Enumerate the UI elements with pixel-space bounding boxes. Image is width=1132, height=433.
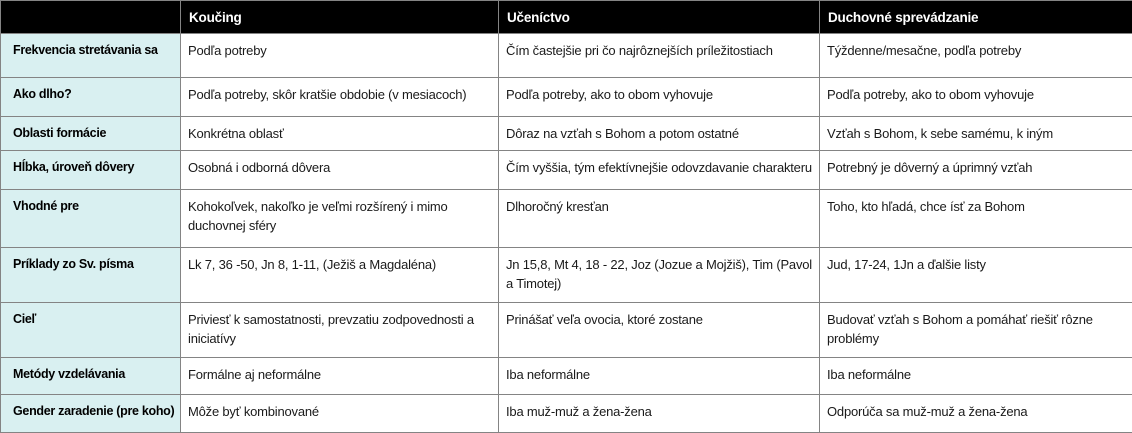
table-cell: Týždenne/mesačne, podľa potreby bbox=[820, 34, 1132, 78]
table-row bbox=[1, 151, 1132, 190]
table-row bbox=[1, 358, 1132, 395]
table-cell: Iba muž-muž a žena-žena bbox=[499, 395, 820, 433]
column-header-ucenictvo: Učeníctvo bbox=[499, 1, 820, 34]
table-cell: Môže byť kombinované bbox=[181, 395, 499, 433]
table-row bbox=[1, 190, 1132, 248]
column-header-koucing: Koučing bbox=[181, 1, 499, 34]
table-cell: Toho, kto hľadá, chce ísť za Bohom bbox=[820, 190, 1132, 248]
table-cell: Čím častejšie pri čo najrôznejších príležitostiach bbox=[499, 34, 820, 78]
table-body bbox=[1, 34, 1132, 433]
table-cell: Dôraz na vzťah s Bohom a potom ostatné bbox=[499, 117, 820, 151]
table-cell: Vzťah s Bohom, k sebe samému, k iným bbox=[820, 117, 1132, 151]
table-cell: Potrebný je dôverný a úprimný vzťah bbox=[820, 151, 1132, 190]
row-label: Gender zaradenie (pre koho) bbox=[1, 395, 181, 433]
row-label: Príklady zo Sv. písma bbox=[1, 248, 181, 303]
table-cell: Kohokoľvek, nakoľko je veľmi rozšírený i mimo duchovnej sféry bbox=[181, 190, 499, 248]
table-row bbox=[1, 303, 1132, 358]
row-label: Cieľ bbox=[1, 303, 181, 358]
column-header-empty bbox=[1, 1, 181, 34]
table-cell: Dlhoročný kresťan bbox=[499, 190, 820, 248]
row-label: Oblasti formácie bbox=[1, 117, 181, 151]
table-cell: Iba neformálne bbox=[820, 358, 1132, 395]
table-cell: Jn 15,8, Mt 4, 18 - 22, Joz (Jozue a Mojžiš), Tim (Pavol a Timotej) bbox=[499, 248, 820, 303]
table-cell: Podľa potreby bbox=[181, 34, 499, 78]
table-cell: Podľa potreby, skôr kratšie obdobie (v mesiacoch) bbox=[181, 78, 499, 117]
header-row bbox=[1, 1, 1132, 34]
table-row bbox=[1, 117, 1132, 151]
table-cell: Formálne aj neformálne bbox=[181, 358, 499, 395]
table-header bbox=[1, 1, 1132, 34]
table-cell: Prinášať veľa ovocia, ktoré zostane bbox=[499, 303, 820, 358]
table-cell: Iba neformálne bbox=[499, 358, 820, 395]
table-cell: Podľa potreby, ako to obom vyhovuje bbox=[499, 78, 820, 117]
row-label: Vhodné pre bbox=[1, 190, 181, 248]
row-label: Frekvencia stretávania sa bbox=[1, 34, 181, 78]
table-cell: Priviesť k samostatnosti, prevzatiu zodpovednosti a iniciatívy bbox=[181, 303, 499, 358]
table-cell: Osobná i odborná dôvera bbox=[181, 151, 499, 190]
table-row bbox=[1, 34, 1132, 78]
table-cell: Lk 7, 36 -50, Jn 8, 1-11, (Ježiš a Magdaléna) bbox=[181, 248, 499, 303]
table-cell: Konkrétna oblasť bbox=[181, 117, 499, 151]
table-row bbox=[1, 78, 1132, 117]
row-label: Hĺbka, úroveň dôvery bbox=[1, 151, 181, 190]
table-cell: Jud, 17-24, 1Jn a ďalšie listy bbox=[820, 248, 1132, 303]
table-cell: Podľa potreby, ako to obom vyhovuje bbox=[820, 78, 1132, 117]
column-header-duchovne-sprevadzanie: Duchovné sprevádzanie bbox=[820, 1, 1132, 34]
table-cell: Čím vyššia, tým efektívnejšie odovzdavanie charakteru bbox=[499, 151, 820, 190]
table-row bbox=[1, 248, 1132, 303]
table-row bbox=[1, 395, 1132, 433]
table-cell: Budovať vzťah s Bohom a pomáhať riešiť rôzne problémy bbox=[820, 303, 1132, 358]
row-label: Ako dlho? bbox=[1, 78, 181, 117]
table-cell: Odporúča sa muž-muž a žena-žena bbox=[820, 395, 1132, 433]
row-label: Metódy vzdelávania bbox=[1, 358, 181, 395]
